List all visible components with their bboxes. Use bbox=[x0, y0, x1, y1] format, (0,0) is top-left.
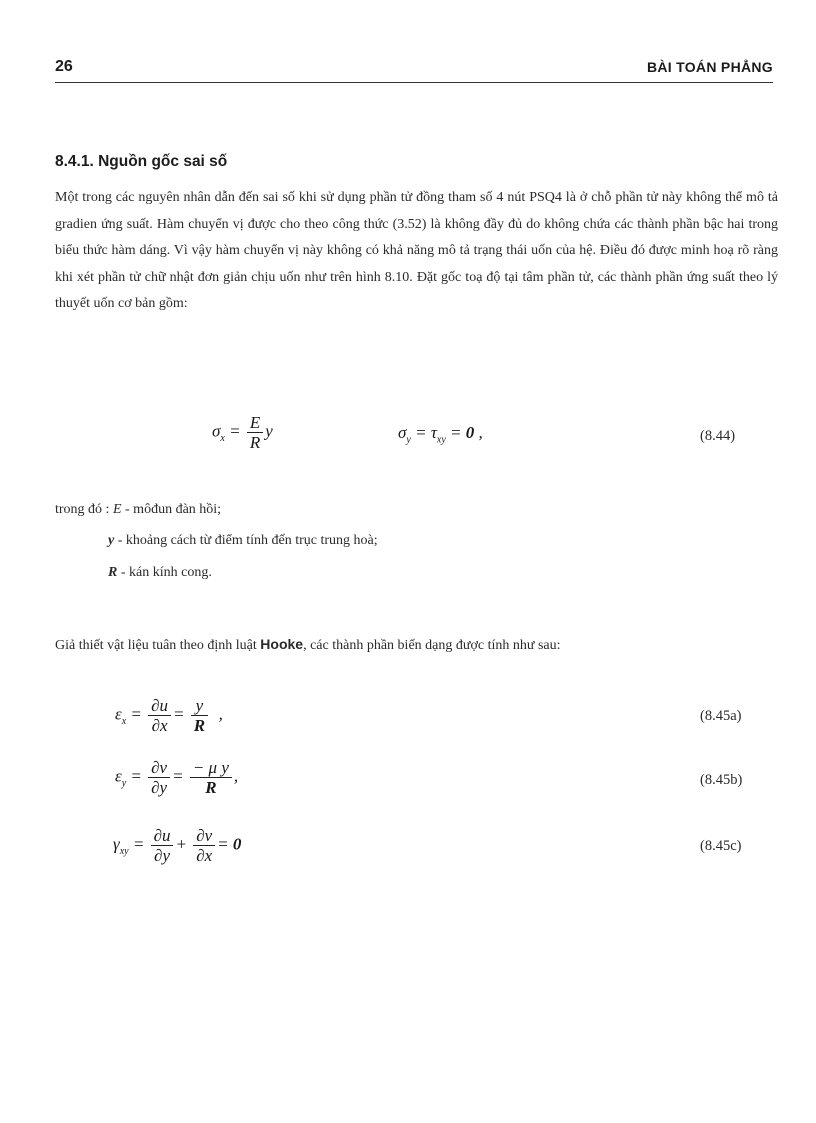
equation-number: (8.45c) bbox=[700, 838, 742, 854]
equation-8-45a: $\varepsilon_x$ = $\frac{\partial u}{\partial x}$ = $\frac{y}{R}$ , bbox=[115, 696, 223, 735]
chapter-title: BÀI TOÁN PHẲNG bbox=[646, 59, 773, 75]
page-header bbox=[55, 60, 773, 83]
where-line-e: trong đó : E - môđun đàn hồi; bbox=[55, 502, 222, 517]
equation-number: (8.45b) bbox=[700, 772, 743, 788]
body-paragraph: Một trong các nguyên nhân dẫn đến sai số khi sử dụng phần tử đồng tham số 4 nút PSQ4 là ở chỗ phần tử này không thể mô tả gradien ứng suất. Hàm chuyển vị được cho theo công thức (3.52) là không đầy đủ do không chứa các thành phần bậc hai trong biểu thức hàm dáng. Vì vậy hàm chuyển vị này không có khả năng mô tả trạng thái uốn của hệ. Điều đó được minh hoạ rõ ràng khi xét phần tử chữ nhật đơn giản chịu uốn như trên hình 8.10. Đặt gốc toạ độ tại tâm phần tử, các thành phần ứng suất theo lý thuyết uốn cơ bản gồm: bbox=[55, 190, 778, 311]
hooke-name: Hooke bbox=[260, 636, 304, 652]
equation-number: (8.44) bbox=[700, 428, 736, 444]
section-title: 8.4.1. Nguồn gốc sai số bbox=[55, 153, 228, 170]
equation-number: (8.45a) bbox=[700, 708, 742, 724]
page-number: 26 bbox=[55, 58, 73, 75]
equation-8-45b: $\varepsilon_y$ = $\frac{\partial v}{\partial y}$ = $\frac{\text{− μ y}}{R}$ , bbox=[115, 758, 239, 797]
where-line-r: R - kán kính cong. bbox=[108, 565, 212, 580]
where-line-y: y - khoảng cách từ điểm tính đến trục trung hoà; bbox=[108, 533, 378, 548]
hooke-sentence: Giả thiết vật liệu tuân theo định luật Hooke, các thành phần biến dạng được tính như sau: bbox=[55, 636, 561, 653]
equation-8-45c: $\gamma_{xy}$ = $\frac{\partial u}{\partial y}$ + $\frac{\partial v}{\partial x}$ = 0 bbox=[113, 826, 242, 865]
equation-8-44-sigma-y: $\sigma_y = \tau_{xy} = 0$ , bbox=[398, 423, 483, 446]
equation-8-44-sigma-x: $\sigma_x$ = $\frac{E}{R}$ y bbox=[212, 413, 273, 452]
